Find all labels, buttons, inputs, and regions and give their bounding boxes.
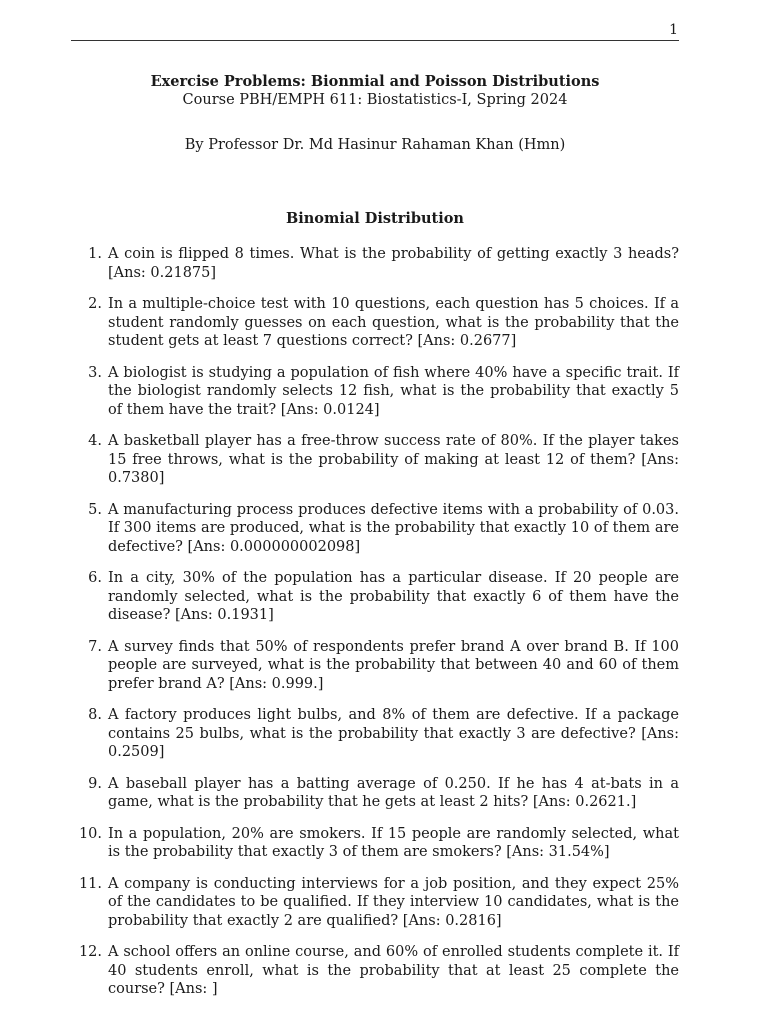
problem-text: A factory produces light bulbs, and 8% of them are defective. If a package contains 25 bulbs, what is the probability that exactly 3 are defective? [Ans: 0.2509]: [108, 707, 679, 760]
problem-text: A school offers an online course, and 60% of enrolled students complete it. If 40 students enroll, what is the probability that at least 25 complete the course? [Ans: ]: [108, 944, 679, 997]
problem-list: [71, 245, 679, 1012]
problem-number: 8.: [88, 707, 102, 723]
problem-item: [71, 875, 679, 931]
problem-number: 11.: [78, 875, 102, 892]
author-line: By Professor Dr. Md Hasinur Rahaman Khan (Hmn): [184, 137, 566, 153]
problem-item: [71, 825, 679, 862]
problem-text: A basketball player has a free-throw success rate of 80%. If the player takes 15 free throws, what is the probability of making at least 12 of them? [Ans: 0.7380]: [108, 433, 679, 486]
problem-text: In a multiple-choice test with 10 questions, each question has 5 choices. If a student randomly guesses on each question, what is the probability that the student gets at least 7 questions correct? [Ans: 0.2677]: [108, 296, 679, 349]
problem-text: A company is conducting interviews for a job position, and they expect 25% of the candidates to be qualified. If they interview 10 candidates, what is the probability that exactly 2 are qualified? [Ans: 0.2816]: [108, 875, 679, 929]
problem-item: [71, 245, 679, 282]
page-number: 1: [669, 22, 678, 38]
problem-text: A biologist is studying a population of fish where 40% have a specific trait. If the biologist randomly selects 12 fish, what is the probability that exactly 5 of them have the trait? [Ans: 0.0124]: [108, 364, 679, 418]
problem-number: 4.: [88, 433, 102, 449]
problem-item: [71, 943, 679, 999]
header-rule: [71, 40, 679, 41]
problem-number: 2.: [88, 296, 102, 312]
problem-number: 1.: [88, 246, 102, 262]
problem-number: 6.: [88, 570, 102, 586]
problem-item: [71, 295, 679, 351]
problem-number: 12.: [78, 944, 102, 960]
problem-number: 5.: [88, 501, 102, 518]
problem-number: 10.: [78, 825, 102, 842]
problem-number: 9.: [88, 775, 102, 792]
section-heading: Binomial Distribution: [286, 210, 464, 227]
problem-number: 3.: [88, 364, 102, 381]
problem-item: [71, 569, 679, 625]
problem-item: [71, 638, 679, 694]
problem-text: A baseball player has a batting average of 0.250. If he has 4 at-bats in a game, what is the probability that he gets at least 2 hits? [Ans: 0.2621.]: [108, 775, 679, 810]
problem-text: A coin is flipped 8 times. What is the probability of getting exactly 3 heads? [Ans: 0.21875]: [108, 246, 679, 281]
document-title: Exercise Problems: Bionmial and Poisson Distributions: [150, 73, 600, 90]
problem-item: [71, 432, 679, 488]
problem-text: In a city, 30% of the population has a particular disease. If 20 people are randomly selected, what is the probability that exactly 6 of them have the disease? [Ans: 0.1931]: [108, 570, 679, 623]
problem-number: 7.: [88, 638, 102, 655]
problem-text: In a population, 20% are smokers. If 15 people are randomly selected, what is the probability that exactly 3 of them are smokers? [Ans: 31.54%]: [108, 825, 679, 860]
problem-item: [71, 706, 679, 762]
course-line: Course PBH/EMPH 611: Biostatistics-I, Spring 2024: [182, 92, 568, 108]
problem-item: [71, 775, 679, 812]
problem-text: A survey finds that 50% of respondents prefer brand A over brand B. If 100 people are surveyed, what is the probability that between 40 and 60 of them prefer brand A? [Ans: 0.999.]: [108, 638, 679, 692]
problem-item: [71, 501, 679, 557]
problem-item: [71, 364, 679, 420]
problem-text: A manufacturing process produces defective items with a probability of 0.03. If 300 items are produced, what is the probability that exactly 10 of them are defective? [Ans: 0.000000002098]: [108, 501, 679, 555]
